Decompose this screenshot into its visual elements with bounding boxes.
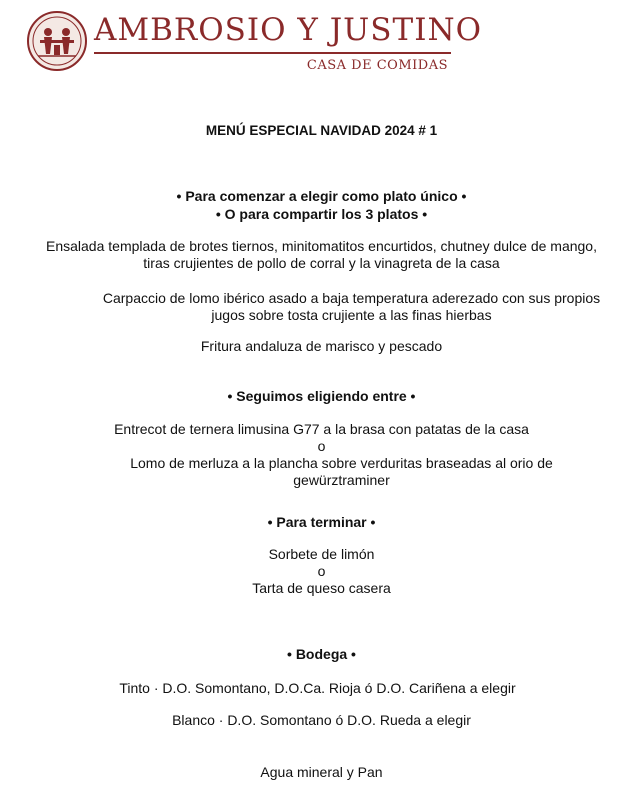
menu-title: MENÚ ESPECIAL NAVIDAD 2024 # 1 xyxy=(205,123,438,138)
starter-carpaccio xyxy=(30,290,643,324)
restaurant-subtitle: CASA DE COMIDAS xyxy=(306,58,448,73)
header-divider xyxy=(94,52,451,54)
main-merluza xyxy=(20,455,643,489)
wine-white: Blanco · D.O. Somontano ó D.O. Rueda a elegir xyxy=(172,712,471,728)
desserts-heading: • Para terminar • xyxy=(267,514,376,530)
mains-heading: • Seguimos eligiendo entre • xyxy=(227,388,416,404)
starters-subheading: • O para compartir los 3 platos • xyxy=(215,206,428,222)
starter-salad xyxy=(0,238,643,272)
or-separator: o xyxy=(317,438,326,454)
starter-carpaccio-line-1: Carpaccio de lomo ibérico asado a baja temperatura aderezado con sus propios xyxy=(102,290,601,306)
starters-heading: • Para comenzar a elegir como plato único • xyxy=(176,188,467,204)
or-separator: o xyxy=(317,563,326,579)
restaurant-name: AMBROSIO Y JUSTINO xyxy=(94,12,482,48)
starter-carpaccio-line-2: jugos sobre tosta crujiente a las finas hierbas xyxy=(211,307,492,323)
starter-salad-line-1: Ensalada templada de brotes tiernos, minitomatitos encurtidos, chutney dulce de mango, xyxy=(46,238,597,254)
wine-red: Tinto · D.O. Somontano, D.O.Ca. Rioja ó D.O. Cariñena a elegir xyxy=(119,680,516,696)
main-merluza-line-2: gewürztraminer xyxy=(293,472,390,488)
seal-logo-icon xyxy=(26,10,88,72)
main-entrecot: Entrecot de ternera limusina G77 a la brasa con patatas de la casa xyxy=(114,421,529,437)
dessert-tarta: Tarta de queso casera xyxy=(252,580,391,596)
water-and-bread: Agua mineral y Pan xyxy=(260,764,383,780)
wine-heading: • Bodega • xyxy=(287,646,356,662)
dessert-sorbete: Sorbete de limón xyxy=(268,546,375,562)
main-merluza-line-1: Lomo de merluza a la plancha sobre verduritas braseadas al orio de xyxy=(130,455,553,471)
starter-fritura: Fritura andaluza de marisco y pescado xyxy=(200,338,443,354)
restaurant-header xyxy=(24,8,482,76)
starter-salad-line-2: tiras crujientes de pollo de corral y la vinagreta de la casa xyxy=(143,255,500,271)
